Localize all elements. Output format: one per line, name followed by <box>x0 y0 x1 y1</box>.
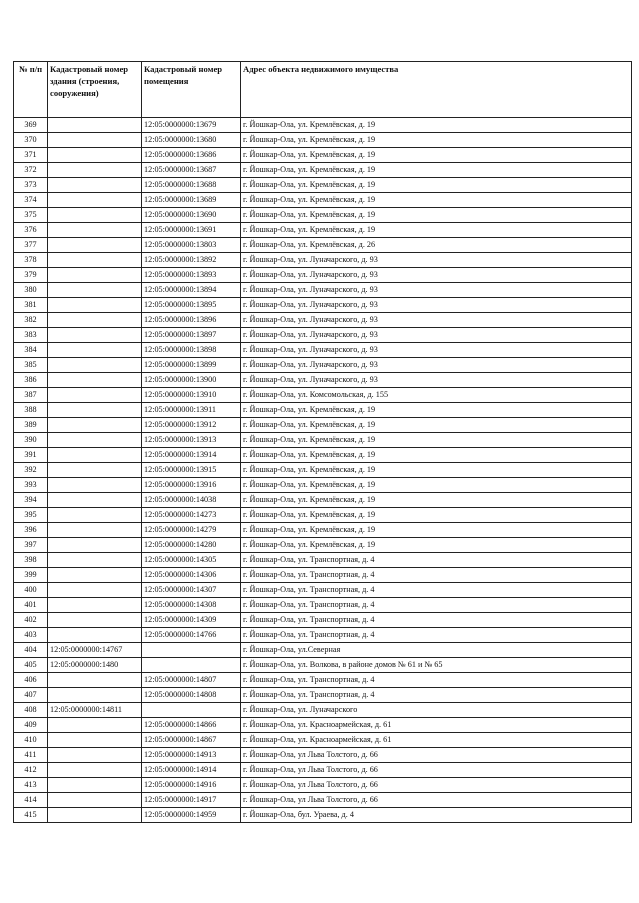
room-cadastral-cell: 12:05:0000000:14808 <box>142 688 241 703</box>
row-number: 411 <box>14 748 48 763</box>
address-cell: г. Йошкар-Ола, ул. Кремлёвская, д. 19 <box>241 433 632 448</box>
room-cadastral-cell: 12:05:0000000:14866 <box>142 718 241 733</box>
table-row <box>14 223 632 238</box>
row-number: 371 <box>14 148 48 163</box>
table-row <box>14 673 632 688</box>
room-cadastral-cell: 12:05:0000000:14308 <box>142 598 241 613</box>
row-number: 405 <box>14 658 48 673</box>
header-room-cadastral: Кадастровый номер помещения <box>142 62 241 118</box>
address-cell: г. Йошкар-Ола, ул. Луначарского, д. 93 <box>241 328 632 343</box>
table-row <box>14 703 632 718</box>
address-cell: г. Йошкар-Ола, ул. Луначарского, д. 93 <box>241 268 632 283</box>
room-cadastral-cell: 12:05:0000000:13913 <box>142 433 241 448</box>
room-cadastral-cell: 12:05:0000000:14309 <box>142 613 241 628</box>
address-cell: г. Йошкар-Ола, ул. Транспортная, д. 4 <box>241 598 632 613</box>
row-number: 406 <box>14 673 48 688</box>
address-cell: г. Йошкар-Ола, ул. Транспортная, д. 4 <box>241 688 632 703</box>
table-row <box>14 448 632 463</box>
table-row <box>14 598 632 613</box>
room-cadastral-cell: 12:05:0000000:13680 <box>142 133 241 148</box>
row-number: 376 <box>14 223 48 238</box>
building-cadastral-cell <box>48 628 142 643</box>
address-cell: г. Йошкар-Ола, ул. Кремлёвская, д. 19 <box>241 478 632 493</box>
address-cell: г. Йошкар-Ола, ул. Транспортная, д. 4 <box>241 673 632 688</box>
row-number: 387 <box>14 388 48 403</box>
building-cadastral-cell <box>48 283 142 298</box>
table-row <box>14 538 632 553</box>
building-cadastral-cell <box>48 793 142 808</box>
table-row <box>14 418 632 433</box>
room-cadastral-cell: 12:05:0000000:13914 <box>142 448 241 463</box>
building-cadastral-cell <box>48 778 142 793</box>
row-number: 384 <box>14 343 48 358</box>
table-row <box>14 253 632 268</box>
building-cadastral-cell <box>48 523 142 538</box>
address-cell: г. Йошкар-Ола, ул. Кремлёвская, д. 19 <box>241 148 632 163</box>
row-number: 409 <box>14 718 48 733</box>
row-number: 413 <box>14 778 48 793</box>
header-building-cadastral: Кадастровый номер здания (строения, сооружения) <box>48 62 142 118</box>
table-row <box>14 493 632 508</box>
table-row <box>14 178 632 193</box>
table-row <box>14 388 632 403</box>
building-cadastral-cell <box>48 148 142 163</box>
table-row <box>14 553 632 568</box>
row-number: 408 <box>14 703 48 718</box>
room-cadastral-cell: 12:05:0000000:13915 <box>142 463 241 478</box>
building-cadastral-cell <box>48 448 142 463</box>
building-cadastral-cell <box>48 418 142 433</box>
row-number: 390 <box>14 433 48 448</box>
row-number: 373 <box>14 178 48 193</box>
address-cell: г. Йошкар-Ола, ул. Кремлёвская, д. 19 <box>241 403 632 418</box>
building-cadastral-cell <box>48 493 142 508</box>
address-cell: г. Йошкар-Ола, ул. Луначарского, д. 93 <box>241 313 632 328</box>
row-number: 403 <box>14 628 48 643</box>
room-cadastral-cell: 12:05:0000000:14959 <box>142 808 241 823</box>
table-row <box>14 763 632 778</box>
table-row <box>14 403 632 418</box>
address-cell: г. Йошкар-Ола, ул. Луначарского, д. 93 <box>241 298 632 313</box>
row-number: 415 <box>14 808 48 823</box>
building-cadastral-cell <box>48 748 142 763</box>
table-row <box>14 463 632 478</box>
building-cadastral-cell <box>48 508 142 523</box>
address-cell: г. Йошкар-Ола, ул. Кремлёвская, д. 19 <box>241 178 632 193</box>
row-number: 410 <box>14 733 48 748</box>
room-cadastral-cell: 12:05:0000000:13897 <box>142 328 241 343</box>
building-cadastral-cell <box>48 478 142 493</box>
building-cadastral-cell <box>48 268 142 283</box>
address-cell: г. Йошкар-Ола, ул. Кремлёвская, д. 19 <box>241 538 632 553</box>
building-cadastral-cell <box>48 688 142 703</box>
building-cadastral-cell: 12:05:0000000:14811 <box>48 703 142 718</box>
room-cadastral-cell: 12:05:0000000:13900 <box>142 373 241 388</box>
address-cell: г. Йошкар-Ола, ул. Луначарского, д. 93 <box>241 373 632 388</box>
room-cadastral-cell: 12:05:0000000:13803 <box>142 238 241 253</box>
address-cell: г. Йошкар-Ола, ул. Кремлёвская, д. 19 <box>241 163 632 178</box>
table-row <box>14 628 632 643</box>
address-cell: г. Йошкар-Ола, ул. Луначарского <box>241 703 632 718</box>
address-cell: г. Йошкар-Ола, ул. Луначарского, д. 93 <box>241 358 632 373</box>
row-number: 391 <box>14 448 48 463</box>
room-cadastral-cell: 12:05:0000000:13910 <box>142 388 241 403</box>
row-number: 383 <box>14 328 48 343</box>
row-number: 414 <box>14 793 48 808</box>
building-cadastral-cell <box>48 373 142 388</box>
building-cadastral-cell <box>48 238 142 253</box>
room-cadastral-cell: 12:05:0000000:14867 <box>142 733 241 748</box>
row-number: 372 <box>14 163 48 178</box>
building-cadastral-cell <box>48 403 142 418</box>
room-cadastral-cell: 12:05:0000000:13894 <box>142 283 241 298</box>
table-row <box>14 298 632 313</box>
document-page <box>13 61 631 823</box>
table-row <box>14 793 632 808</box>
address-cell: г. Йошкар-Ола, ул. Кремлёвская, д. 26 <box>241 238 632 253</box>
building-cadastral-cell <box>48 208 142 223</box>
table-row <box>14 523 632 538</box>
address-cell: г. Йошкар-Ола, ул. Транспортная, д. 4 <box>241 628 632 643</box>
building-cadastral-cell <box>48 583 142 598</box>
address-cell: г. Йошкар-Ола, ул Льва Толстого, д. 66 <box>241 763 632 778</box>
room-cadastral-cell <box>142 643 241 658</box>
address-cell: г. Йошкар-Ола, ул. Кремлёвская, д. 19 <box>241 133 632 148</box>
building-cadastral-cell <box>48 463 142 478</box>
address-cell: г. Йошкар-Ола, ул. Кремлёвская, д. 19 <box>241 193 632 208</box>
property-table <box>13 61 632 823</box>
table-body <box>14 118 632 823</box>
building-cadastral-cell <box>48 328 142 343</box>
row-number: 369 <box>14 118 48 133</box>
room-cadastral-cell: 12:05:0000000:14306 <box>142 568 241 583</box>
room-cadastral-cell <box>142 703 241 718</box>
address-cell: г. Йошкар-Ола, ул.Северная <box>241 643 632 658</box>
building-cadastral-cell <box>48 613 142 628</box>
row-number: 378 <box>14 253 48 268</box>
address-cell: г. Йошкар-Ола, ул. Красноармейская, д. 61 <box>241 733 632 748</box>
address-cell: г. Йошкар-Ола, ул Льва Толстого, д. 66 <box>241 778 632 793</box>
building-cadastral-cell <box>48 568 142 583</box>
room-cadastral-cell: 12:05:0000000:13899 <box>142 358 241 373</box>
table-row <box>14 133 632 148</box>
table-row <box>14 583 632 598</box>
room-cadastral-cell: 12:05:0000000:14916 <box>142 778 241 793</box>
row-number: 395 <box>14 508 48 523</box>
table-row <box>14 748 632 763</box>
row-number: 386 <box>14 373 48 388</box>
row-number: 382 <box>14 313 48 328</box>
room-cadastral-cell: 12:05:0000000:13896 <box>142 313 241 328</box>
room-cadastral-cell: 12:05:0000000:13686 <box>142 148 241 163</box>
room-cadastral-cell: 12:05:0000000:14913 <box>142 748 241 763</box>
building-cadastral-cell <box>48 223 142 238</box>
room-cadastral-cell: 12:05:0000000:14307 <box>142 583 241 598</box>
building-cadastral-cell <box>48 808 142 823</box>
table-row <box>14 613 632 628</box>
row-number: 402 <box>14 613 48 628</box>
address-cell: г. Йошкар-Ола, ул. Кремлёвская, д. 19 <box>241 223 632 238</box>
row-number: 370 <box>14 133 48 148</box>
address-cell: г. Йошкар-Ола, ул. Луначарского, д. 93 <box>241 283 632 298</box>
address-cell: г. Йошкар-Ола, ул. Комсомольская, д. 155 <box>241 388 632 403</box>
room-cadastral-cell: 12:05:0000000:13691 <box>142 223 241 238</box>
building-cadastral-cell <box>48 763 142 778</box>
building-cadastral-cell: 12:05:0000000:1480 <box>48 658 142 673</box>
address-cell: г. Йошкар-Ола, ул. Луначарского, д. 93 <box>241 253 632 268</box>
building-cadastral-cell: 12:05:0000000:14767 <box>48 643 142 658</box>
table-row <box>14 193 632 208</box>
room-cadastral-cell: 12:05:0000000:13892 <box>142 253 241 268</box>
room-cadastral-cell: 12:05:0000000:14914 <box>142 763 241 778</box>
table-row <box>14 328 632 343</box>
address-cell: г. Йошкар-Ола, ул. Транспортная, д. 4 <box>241 568 632 583</box>
row-number: 385 <box>14 358 48 373</box>
header-number: № п/п <box>14 62 48 118</box>
row-number: 381 <box>14 298 48 313</box>
room-cadastral-cell: 12:05:0000000:13911 <box>142 403 241 418</box>
row-number: 400 <box>14 583 48 598</box>
building-cadastral-cell <box>48 253 142 268</box>
table-row <box>14 733 632 748</box>
table-row <box>14 163 632 178</box>
table-row <box>14 478 632 493</box>
room-cadastral-cell: 12:05:0000000:13893 <box>142 268 241 283</box>
row-number: 407 <box>14 688 48 703</box>
address-cell: г. Йошкар-Ола, ул. Транспортная, д. 4 <box>241 583 632 598</box>
building-cadastral-cell <box>48 433 142 448</box>
table-row <box>14 313 632 328</box>
table-row <box>14 208 632 223</box>
building-cadastral-cell <box>48 313 142 328</box>
room-cadastral-cell: 12:05:0000000:13916 <box>142 478 241 493</box>
row-number: 379 <box>14 268 48 283</box>
table-row <box>14 718 632 733</box>
address-cell: г. Йошкар-Ола, ул. Кремлёвская, д. 19 <box>241 208 632 223</box>
building-cadastral-cell <box>48 343 142 358</box>
table-row <box>14 358 632 373</box>
room-cadastral-cell: 12:05:0000000:14766 <box>142 628 241 643</box>
row-number: 374 <box>14 193 48 208</box>
header-address: Адрес объекта недвижимого имущества <box>241 62 632 118</box>
table-row <box>14 643 632 658</box>
row-number: 404 <box>14 643 48 658</box>
row-number: 389 <box>14 418 48 433</box>
building-cadastral-cell <box>48 298 142 313</box>
room-cadastral-cell: 12:05:0000000:14038 <box>142 493 241 508</box>
address-cell: г. Йошкар-Ола, ул. Кремлёвская, д. 19 <box>241 523 632 538</box>
room-cadastral-cell: 12:05:0000000:14917 <box>142 793 241 808</box>
address-cell: г. Йошкар-Ола, ул. Транспортная, д. 4 <box>241 553 632 568</box>
room-cadastral-cell: 12:05:0000000:14279 <box>142 523 241 538</box>
room-cadastral-cell: 12:05:0000000:13690 <box>142 208 241 223</box>
room-cadastral-cell: 12:05:0000000:14280 <box>142 538 241 553</box>
building-cadastral-cell <box>48 118 142 133</box>
table-row <box>14 433 632 448</box>
building-cadastral-cell <box>48 178 142 193</box>
row-number: 393 <box>14 478 48 493</box>
address-cell: г. Йошкар-Ола, ул. Кремлёвская, д. 19 <box>241 118 632 133</box>
room-cadastral-cell: 12:05:0000000:14305 <box>142 553 241 568</box>
row-number: 412 <box>14 763 48 778</box>
address-cell: г. Йошкар-Ола, ул. Транспортная, д. 4 <box>241 613 632 628</box>
table-row <box>14 373 632 388</box>
row-number: 401 <box>14 598 48 613</box>
table-row <box>14 658 632 673</box>
row-number: 398 <box>14 553 48 568</box>
table-row <box>14 118 632 133</box>
building-cadastral-cell <box>48 193 142 208</box>
building-cadastral-cell <box>48 598 142 613</box>
table-row <box>14 778 632 793</box>
row-number: 375 <box>14 208 48 223</box>
room-cadastral-cell: 12:05:0000000:14807 <box>142 673 241 688</box>
row-number: 380 <box>14 283 48 298</box>
row-number: 399 <box>14 568 48 583</box>
table-row <box>14 343 632 358</box>
address-cell: г. Йошкар-Ола, ул Льва Толстого, д. 66 <box>241 748 632 763</box>
row-number: 396 <box>14 523 48 538</box>
address-cell: г. Йошкар-Ола, ул. Луначарского, д. 93 <box>241 343 632 358</box>
address-cell: г. Йошкар-Ола, ул. Кремлёвская, д. 19 <box>241 508 632 523</box>
table-row <box>14 508 632 523</box>
address-cell: г. Йошкар-Ола, бул. Ураева, д. 4 <box>241 808 632 823</box>
room-cadastral-cell: 12:05:0000000:13895 <box>142 298 241 313</box>
address-cell: г. Йошкар-Ола, ул. Красноармейская, д. 61 <box>241 718 632 733</box>
room-cadastral-cell: 12:05:0000000:13688 <box>142 178 241 193</box>
address-cell: г. Йошкар-Ола, ул. Кремлёвская, д. 19 <box>241 448 632 463</box>
table-header-row <box>14 62 632 118</box>
building-cadastral-cell <box>48 133 142 148</box>
building-cadastral-cell <box>48 163 142 178</box>
room-cadastral-cell: 12:05:0000000:13689 <box>142 193 241 208</box>
room-cadastral-cell: 12:05:0000000:14273 <box>142 508 241 523</box>
building-cadastral-cell <box>48 358 142 373</box>
building-cadastral-cell <box>48 718 142 733</box>
building-cadastral-cell <box>48 673 142 688</box>
row-number: 388 <box>14 403 48 418</box>
row-number: 392 <box>14 463 48 478</box>
building-cadastral-cell <box>48 553 142 568</box>
room-cadastral-cell: 12:05:0000000:13912 <box>142 418 241 433</box>
row-number: 377 <box>14 238 48 253</box>
table-row <box>14 688 632 703</box>
room-cadastral-cell <box>142 658 241 673</box>
table-row <box>14 568 632 583</box>
table-row <box>14 148 632 163</box>
address-cell: г. Йошкар-Ола, ул. Кремлёвская, д. 19 <box>241 463 632 478</box>
table-row <box>14 283 632 298</box>
address-cell: г. Йошкар-Ола, ул. Кремлёвская, д. 19 <box>241 418 632 433</box>
table-row <box>14 808 632 823</box>
building-cadastral-cell <box>48 538 142 553</box>
room-cadastral-cell: 12:05:0000000:13687 <box>142 163 241 178</box>
building-cadastral-cell <box>48 733 142 748</box>
table-row <box>14 268 632 283</box>
building-cadastral-cell <box>48 388 142 403</box>
row-number: 397 <box>14 538 48 553</box>
room-cadastral-cell: 12:05:0000000:13898 <box>142 343 241 358</box>
address-cell: г. Йошкар-Ола, ул. Волкова, в районе домов № 61 и № 65 <box>241 658 632 673</box>
address-cell: г. Йошкар-Ола, ул Льва Толстого, д. 66 <box>241 793 632 808</box>
row-number: 394 <box>14 493 48 508</box>
room-cadastral-cell: 12:05:0000000:13679 <box>142 118 241 133</box>
address-cell: г. Йошкар-Ола, ул. Кремлёвская, д. 19 <box>241 493 632 508</box>
table-row <box>14 238 632 253</box>
